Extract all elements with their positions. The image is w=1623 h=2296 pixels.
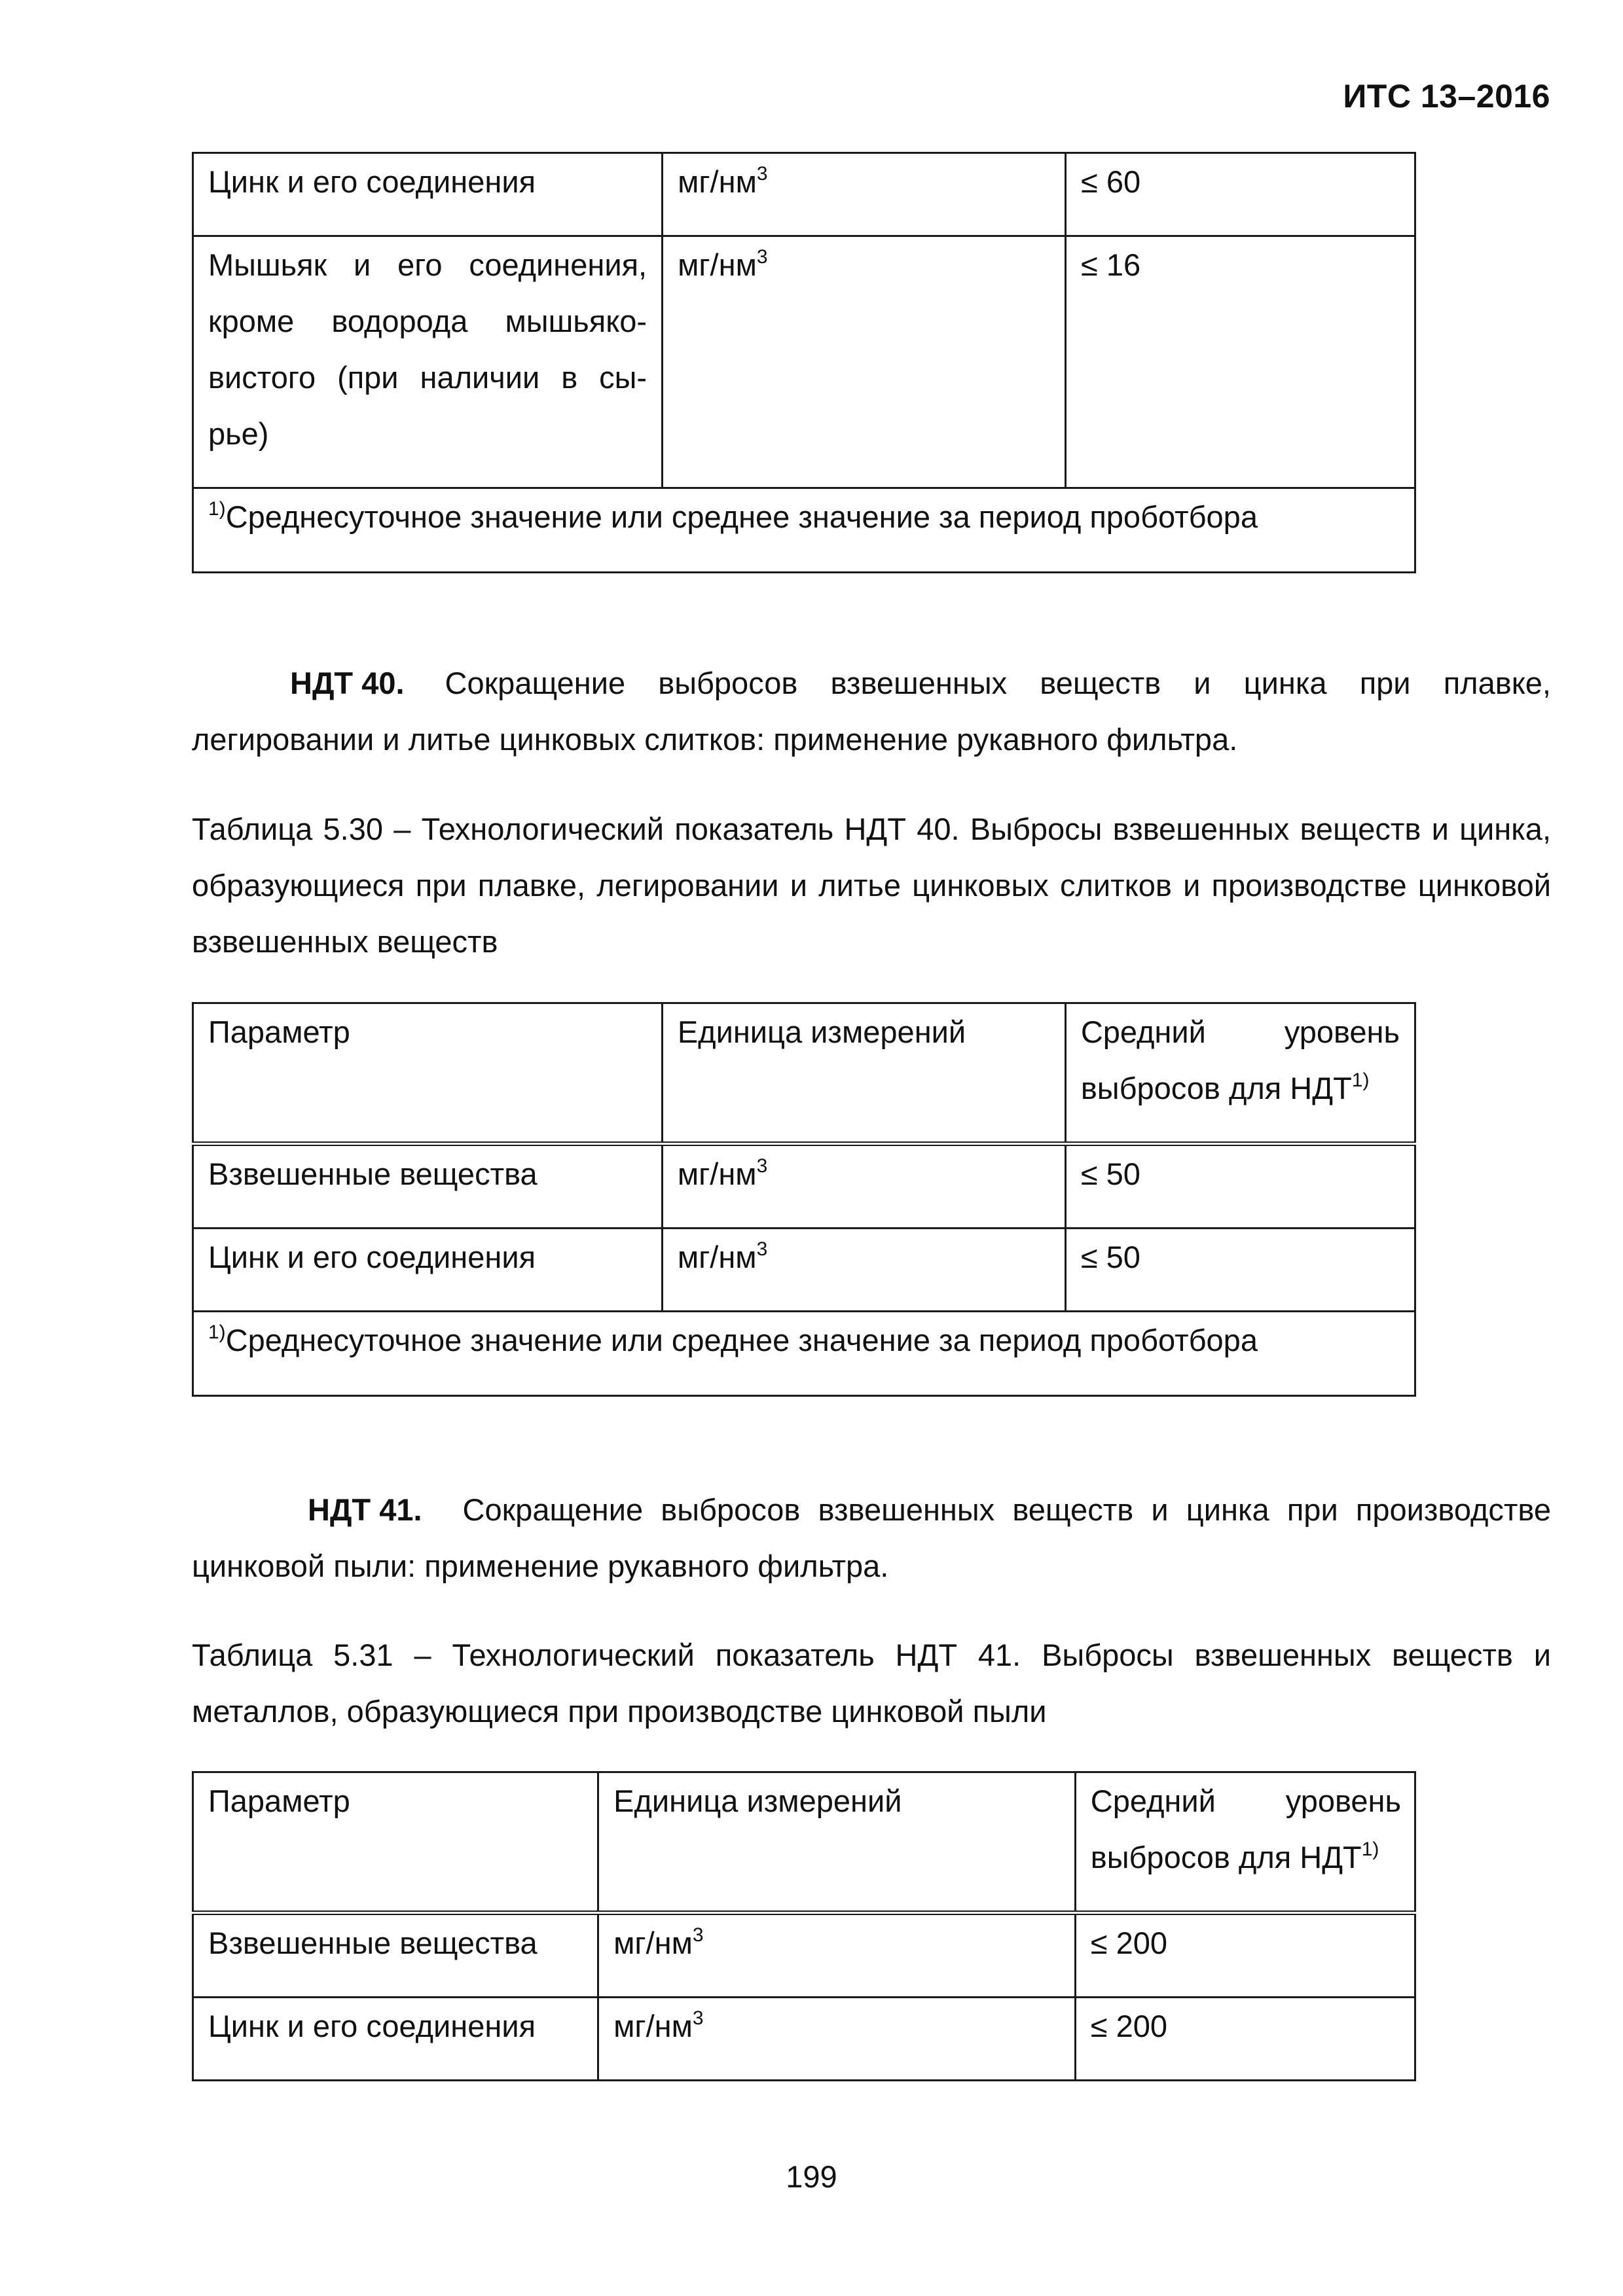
param-cell: Цинк и его соединения [193,153,663,236]
param-cell: Цинк и его соединения [193,1229,663,1312]
unit-text: мг/нм [678,247,757,282]
param-cell: Мышьяк и его соединения, кроме водорода мышьяко-вистого (при наличии в сы-рье) [193,236,663,488]
header-param: Параметр [193,1772,598,1913]
footnote-text: Среднесуточное значение или среднее значение за период проботбора [225,1323,1258,1357]
table-row [193,1998,1415,2081]
header-unit: Единица измерений [662,1003,1065,1144]
header-unit: Единица измерений [598,1772,1076,1913]
table-note [193,1312,1415,1396]
document-code-header: ИТС 13–2016 [1343,78,1550,115]
value-cell: ≤ 50 [1065,1229,1415,1312]
table-5-30-caption: Таблица 5.30 – Технологический показатель НДТ 40. Выбросы взвешенных веществ и цинка, образующиеся при плавке, легировании и литье цинковых слитков и производстве цинковой взвешенных веществ [192,812,1551,959]
value-cell: ≤ 50 [1065,1144,1415,1229]
unit-cell [663,153,1066,236]
unit-cell [662,1229,1065,1312]
footnote-marker: 1) [1361,1839,1379,1861]
param-cell: Взвешенные вещества [193,1913,598,1998]
table-row [193,1229,1415,1312]
table-header-row [193,1003,1415,1144]
table-row [193,1913,1415,1998]
footnote-marker: 1) [208,1321,226,1344]
table-row [193,153,1415,236]
table-5-30 [192,1002,1416,1397]
page-number: 199 [786,2159,837,2194]
value-cell: ≤ 16 [1065,236,1415,488]
table-continued [192,152,1416,573]
header-level-text: Средний уровень выбросов для НДТ [1080,1014,1400,1105]
table-5-31-caption: Таблица 5.31 – Технологический показатель НДТ 41. Выбросы взвешенных веществ и металлов, образующиеся при производстве цинковой пыли [192,1638,1551,1729]
unit-text: мг/нм [678,164,757,199]
unit-superscript: 3 [692,1924,704,1946]
unit-superscript: 3 [756,163,768,185]
ndt-40-paragraph [192,655,1551,768]
unit-superscript: 3 [692,2007,704,2030]
ndt-40-label: НДТ 40. [290,666,405,700]
value-cell: ≤ 200 [1075,1913,1415,1998]
header-param: Параметр [193,1003,663,1144]
unit-cell [598,1913,1076,1998]
table-header-row [193,1772,1415,1913]
table-5-31 [192,1771,1416,2081]
footnote-text: Среднесуточное значение или среднее значение за период проботбора [225,499,1258,534]
ndt-41-label: НДТ 41. [308,1492,422,1527]
ndt-40-text: Сокращение выбросов взвешенных веществ и цинка при плавке, легировании и литье цинковых слитков: применение рукавного фильтра. [192,666,1551,757]
footnote-marker: 1) [1351,1069,1370,1092]
unit-superscript: 3 [756,1238,768,1261]
table-row [193,1144,1415,1229]
param-cell: Взвешенные вещества [193,1144,663,1229]
unit-superscript: 3 [756,246,768,268]
value-cell: ≤ 200 [1075,1998,1415,2081]
unit-text: мг/нм [677,1157,757,1191]
ndt-41-paragraph [192,1482,1551,1594]
unit-text: мг/нм [677,1240,757,1274]
ndt-41-text: Сокращение выбросов взвешенных веществ и цинка при производстве цинковой пыли: применение рукавного фильтра. [192,1492,1551,1583]
table-note [193,488,1415,573]
table-note-row [193,488,1415,573]
unit-text: мг/нм [613,2009,693,2043]
table-note-row [193,1312,1415,1396]
unit-superscript: 3 [756,1155,768,1177]
header-level-text: Средний уровень выбросов для НДТ [1090,1784,1401,1874]
header-level [1075,1772,1415,1913]
value-cell: ≤ 60 [1065,153,1415,236]
unit-cell [662,1144,1065,1229]
unit-cell [663,236,1066,488]
unit-cell [598,1998,1076,2081]
footnote-marker: 1) [208,498,226,520]
header-level [1065,1003,1415,1144]
table-row [193,236,1415,488]
param-cell: Цинк и его соединения [193,1998,598,2081]
unit-text: мг/нм [613,1926,693,1960]
